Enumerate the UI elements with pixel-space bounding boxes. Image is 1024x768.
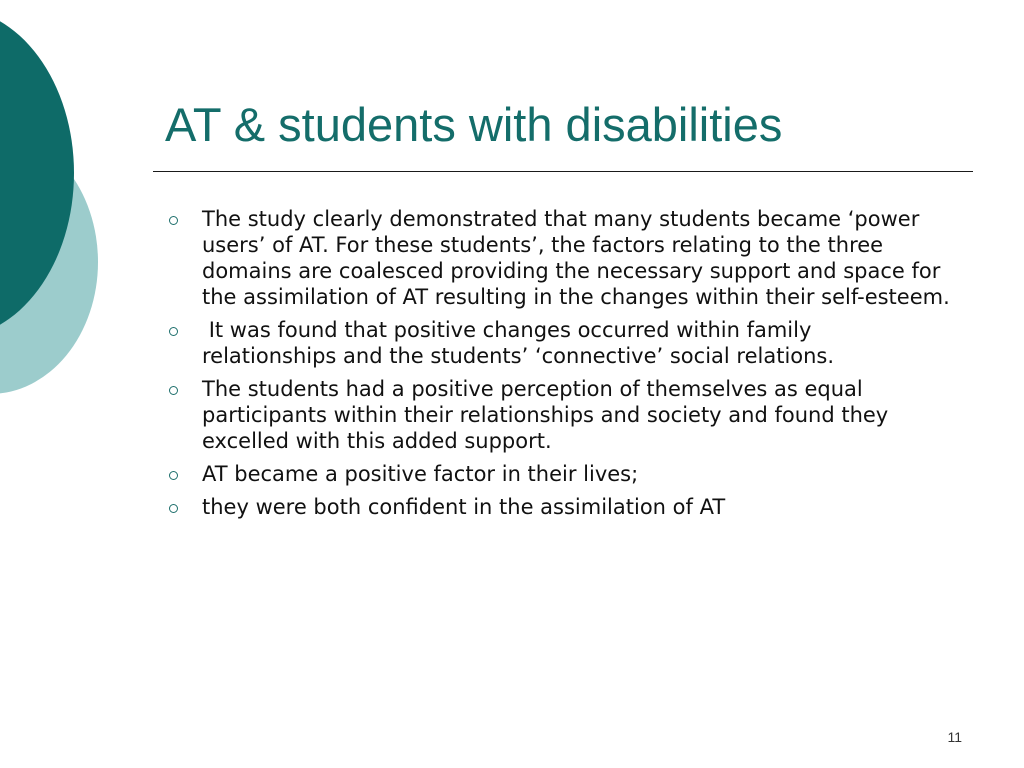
bullet-item (160, 461, 950, 487)
bullet-text: The study clearly demonstrated that many students became ‘power users’ of AT. For these students’, the factors relating to the three domains are coalesced providing the necessary support and space for the assimilation of AT resulting in the changes within their self-esteem. (202, 207, 950, 309)
hollow-circle-bullet-icon (169, 327, 178, 336)
bullet-text: they were both confident in the assimilation of AT (202, 495, 726, 519)
hollow-circle-bullet-icon (169, 504, 178, 513)
slide-number: 11 (947, 729, 962, 745)
hollow-circle-bullet-icon (169, 386, 178, 395)
bullet-text: It was found that positive changes occurred within family relationships and the students’ ‘connective’ social relations. (202, 318, 835, 368)
bullet-item (160, 376, 950, 454)
bullet-list (160, 206, 950, 527)
bullet-item (160, 494, 950, 520)
bullet-text: The students had a positive perception of themselves as equal participants within their relationships and society and found they excelled with this added support. (202, 377, 895, 453)
title-divider (153, 171, 973, 172)
bullet-item (160, 317, 950, 369)
slide-title: AT & students with disabilities (165, 98, 783, 151)
bullet-text: AT became a positive factor in their lives; (202, 462, 639, 486)
hollow-circle-bullet-icon (169, 216, 178, 225)
hollow-circle-bullet-icon (169, 471, 178, 480)
bullet-item (160, 206, 950, 310)
